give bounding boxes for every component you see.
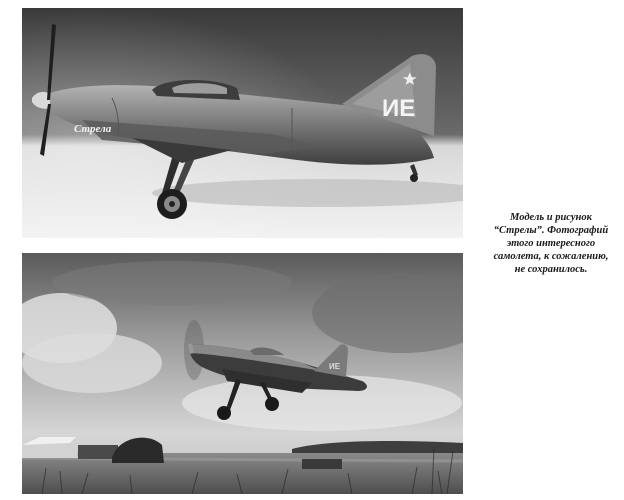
- drawing-photo-graphic: [22, 253, 463, 494]
- caption-line: самолета, к сожалению,: [493, 251, 609, 262]
- caption-line: “Стрелы”. Фотографий: [493, 225, 609, 236]
- fuselage-script: Стрела: [74, 123, 112, 135]
- caption-line: Модель и рисунок: [510, 212, 592, 223]
- caption-line: этого интересного: [506, 238, 596, 249]
- model-photo: [22, 8, 463, 238]
- photo-caption: [478, 211, 624, 276]
- caption-line: не сохранилось.: [514, 264, 588, 275]
- drawing-photo: [22, 253, 463, 494]
- model-photo-graphic: [22, 8, 463, 238]
- tail-marking: ИЕ: [382, 95, 416, 122]
- tail-marking-flight: ИЕ: [329, 362, 341, 371]
